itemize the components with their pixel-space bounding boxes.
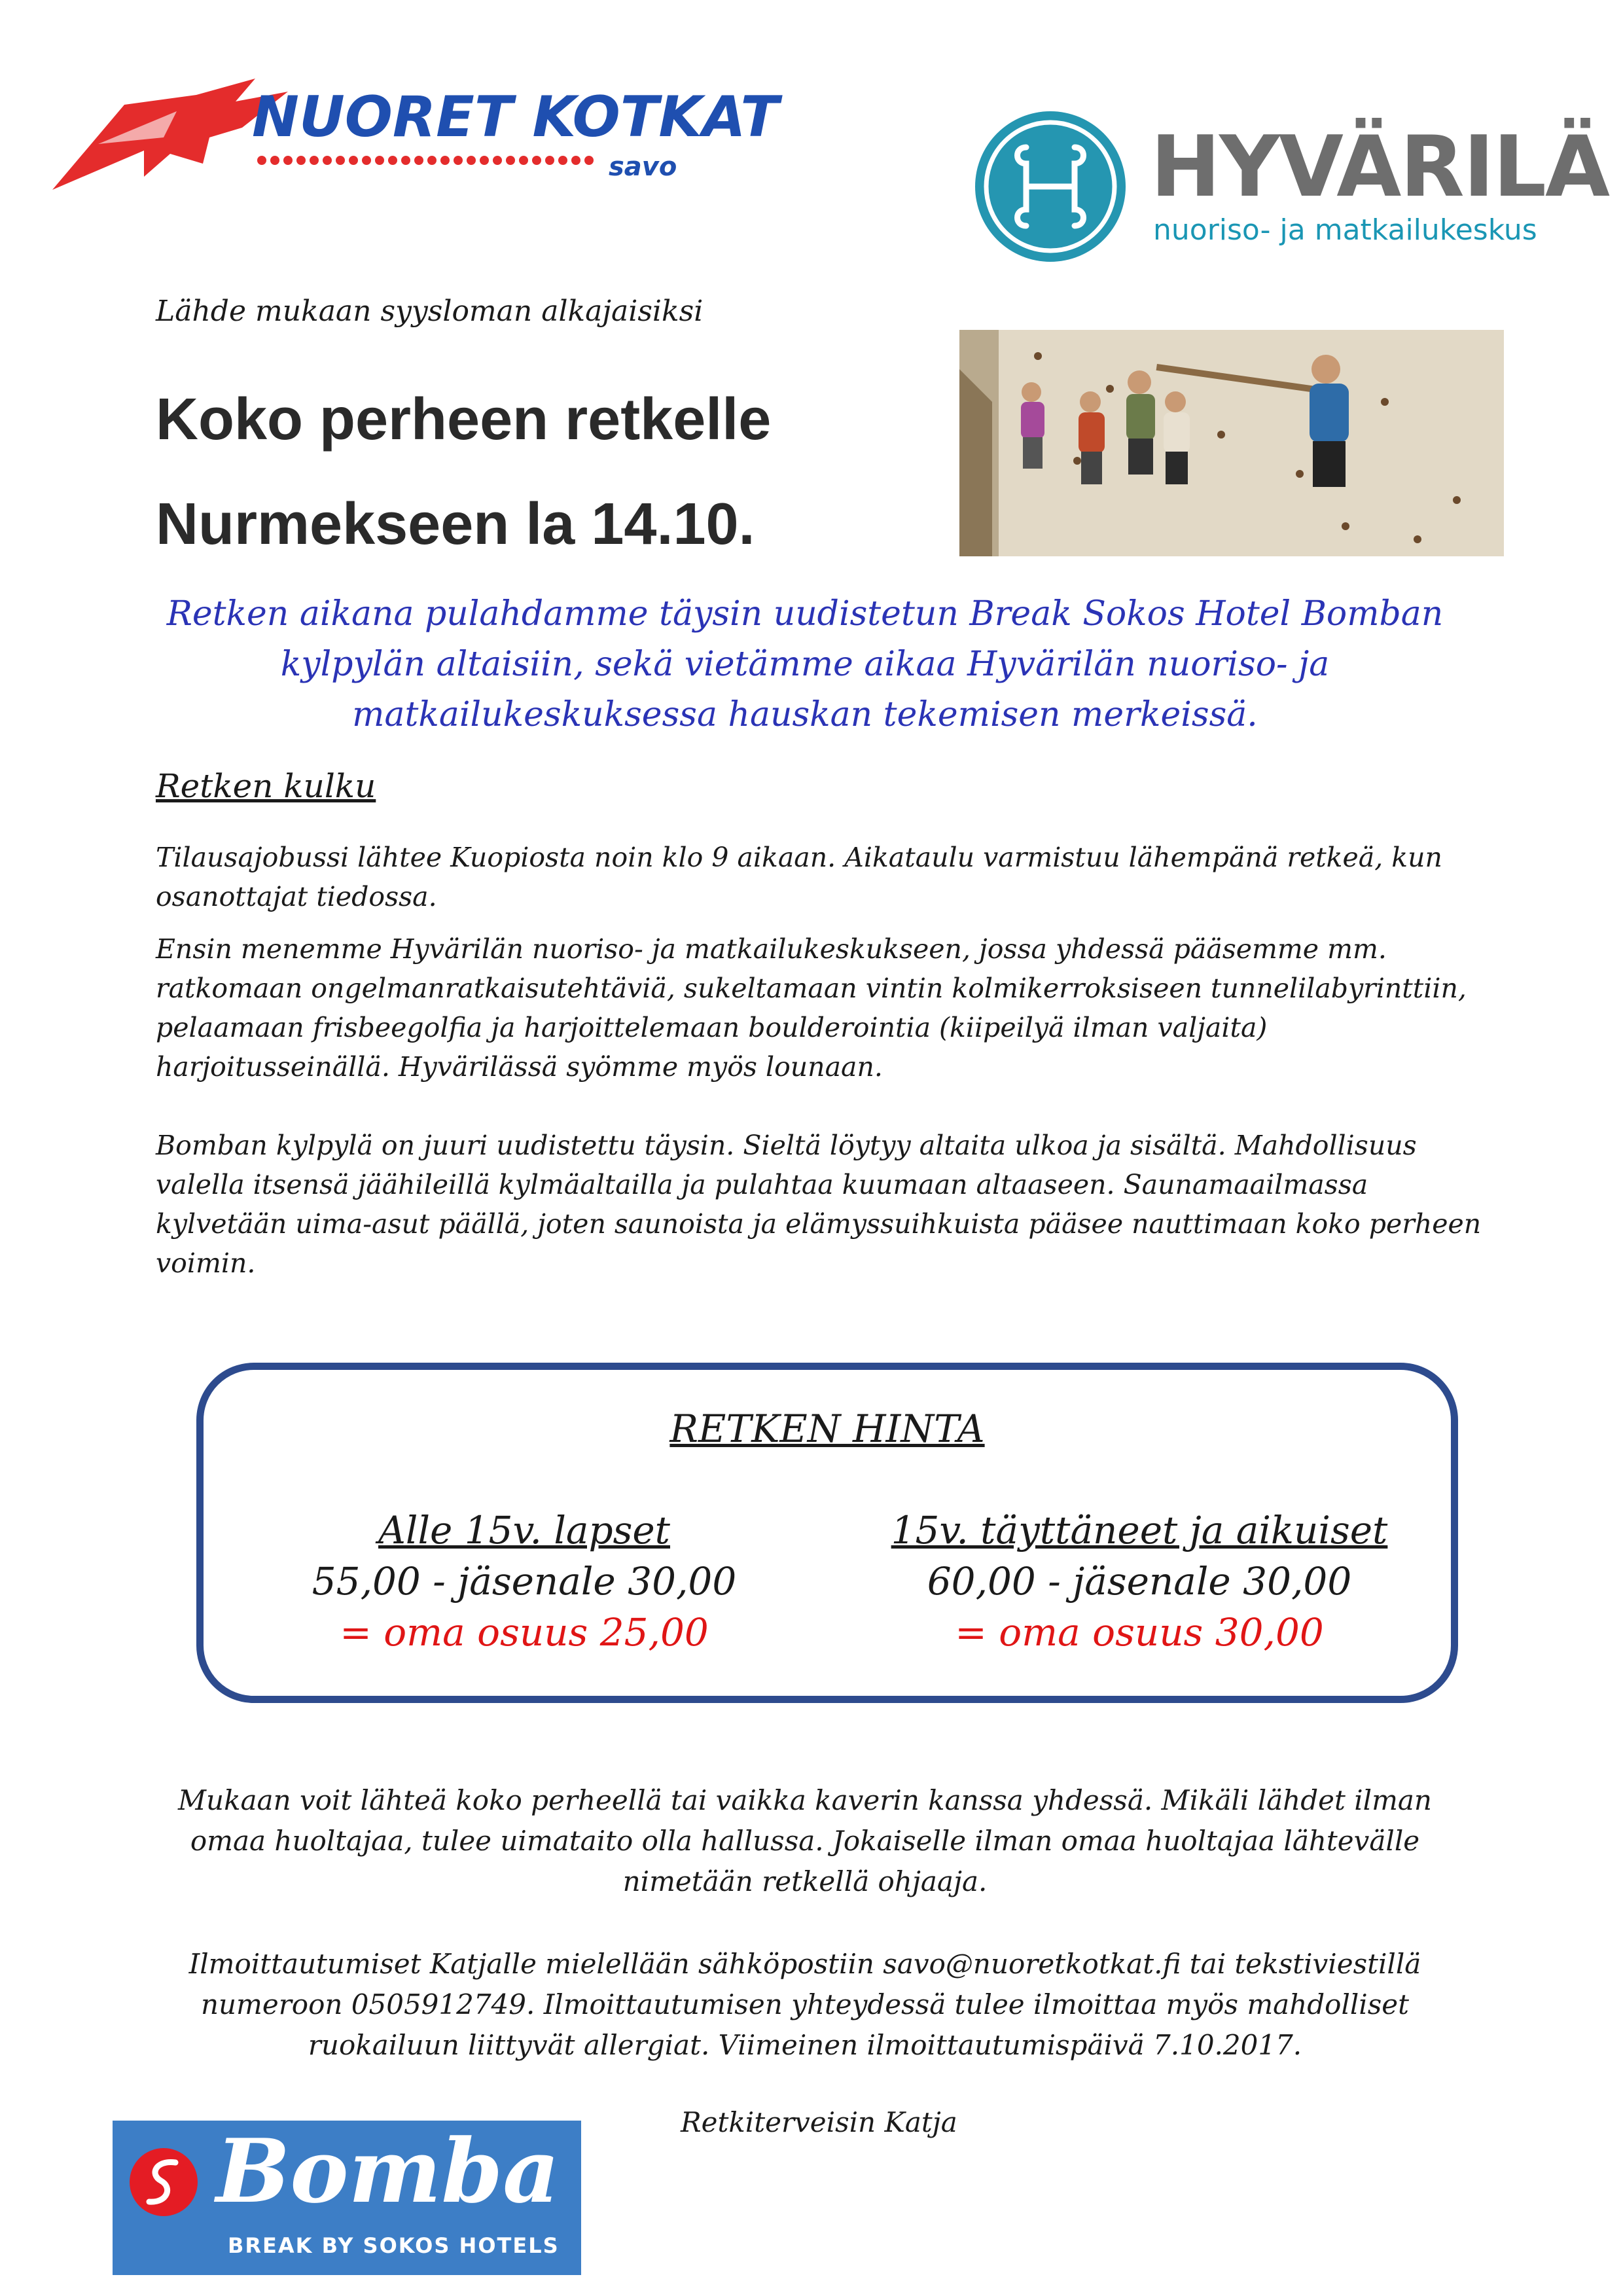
bomba-logo (113, 2121, 581, 2275)
children-heading: Alle 15v. lapset (378, 1508, 670, 1552)
paragraph-bomba (156, 1126, 1497, 1283)
title-line-1: Koko perheen retkelle (156, 387, 772, 452)
intro-text: Lähde mukaan syysloman alkajaisiksi (156, 295, 704, 328)
adults-own-share: = oma osuus 30,00 (955, 1610, 1324, 1655)
footer-paragraph-1: Mukaan voit lähteä koko perheellä tai vaikka kaverin kanssa yhdessä. Mikäli lähdet ilman omaa huoltajaa, tulee uimataito olla hallussa. Jokaiselle ilman omaa huoltajaa lähtevälle nimetään retkellä ohjaaja. (178, 1784, 1432, 1897)
climbing-wall-photo (959, 330, 1504, 556)
footer-paragraph-2: Ilmoittautumiset Katjalle mielellään sähköpostiin savo@nuoretkotkat.fi tai tekstiviestillä numeroon 0505912749. Ilmoittautumisen yhteydessä tulee ilmoittaa myös mahdolliset ruokailuun liittyvät allergiat. Viimeinen ilmoittautumispäivä 7.10.2017. (188, 1948, 1421, 2061)
hyvarila-h-icon (975, 111, 1126, 262)
price-children (243, 1505, 806, 1658)
logo-dots (257, 156, 594, 165)
paragraph-departure (156, 838, 1497, 916)
paragraph-text: Tilausajobussi lähtee Kuopiosta noin klo 9 aikaan. Aikataulu varmistuu lähempänä retkeä, kun osanottajat tiedossa. (156, 842, 1442, 912)
children-price: 55,00 - jäsenale 30,00 (312, 1559, 737, 1604)
logo-text-group (252, 84, 783, 182)
eagle-icon (46, 65, 779, 196)
section-heading: Retken kulku (156, 767, 376, 805)
adults-heading: 15v. täyttäneet ja aikuiset (891, 1508, 1388, 1552)
signature: Retkiterveisin Katja (681, 2106, 957, 2138)
hyvarila-tagline: nuoriso- ja matkailukeskus (1153, 213, 1537, 247)
price-title: RETKEN HINTA (669, 1407, 985, 1451)
price-adults (858, 1505, 1421, 1658)
paragraph-hyvarila (156, 929, 1497, 1086)
paragraph-text: Bomban kylpylä on juuri uudistettu täysin. Sieltä löytyy altaita ulkoa ja sisältä. Mahdollisuus valella itsensä jäähileillä kylmäaltailla ja pulahtaa kuumaan altaaseen. Saunamaailmassa kylvetään uima-asut päällä, joten saunoista ja elämyssuihkuista pääsee nauttimaan koko perheen voimin. (156, 1130, 1482, 1279)
price-box (196, 1363, 1458, 1703)
hyvarila-name: HYVÄRILÄ (1150, 118, 1609, 216)
logo-region: savo (609, 152, 677, 182)
paragraph-text: Ensin menemme Hyvärilän nuoriso- ja matkailukeskukseen, jossa yhdessä pääsemme mm. ratkomaan ongelmanratkaisutehtäviä, sukeltamaan vintin kolmikerroksiseen tunnelilabyrinttiin, pelaamaan frisbeegolfia ja harjoittelemaan boulderointia (kiipeilyä ilman valjaita) harjoitusseinällä. Hyvärilässä syömme myös lounaan. (156, 933, 1467, 1083)
logo-name: NUORET KOTKAT (252, 84, 779, 150)
adults-price: 60,00 - jäsenale 30,00 (927, 1559, 1352, 1604)
nuoret-kotkat-logo (46, 65, 779, 196)
bomba-tagline: BREAK BY SOKOS HOTELS (228, 2233, 560, 2258)
title-line-2: Nurmekseen la 14.10. (156, 492, 755, 557)
bomba-name: Bomba (216, 2119, 560, 2223)
children-own-share: = oma osuus 25,00 (340, 1610, 709, 1655)
hyvarila-logo (975, 111, 1609, 262)
sokos-s-icon (130, 2148, 198, 2216)
lead-paragraph: Retken aikana pulahdamme täysin uudistetun Break Sokos Hotel Bomban kylpylän altaisiin, sekä vietämme aikaa Hyvärilän nuoriso- ja matkailukeskuksessa hauskan tekemisen merkeissä. (166, 594, 1444, 734)
